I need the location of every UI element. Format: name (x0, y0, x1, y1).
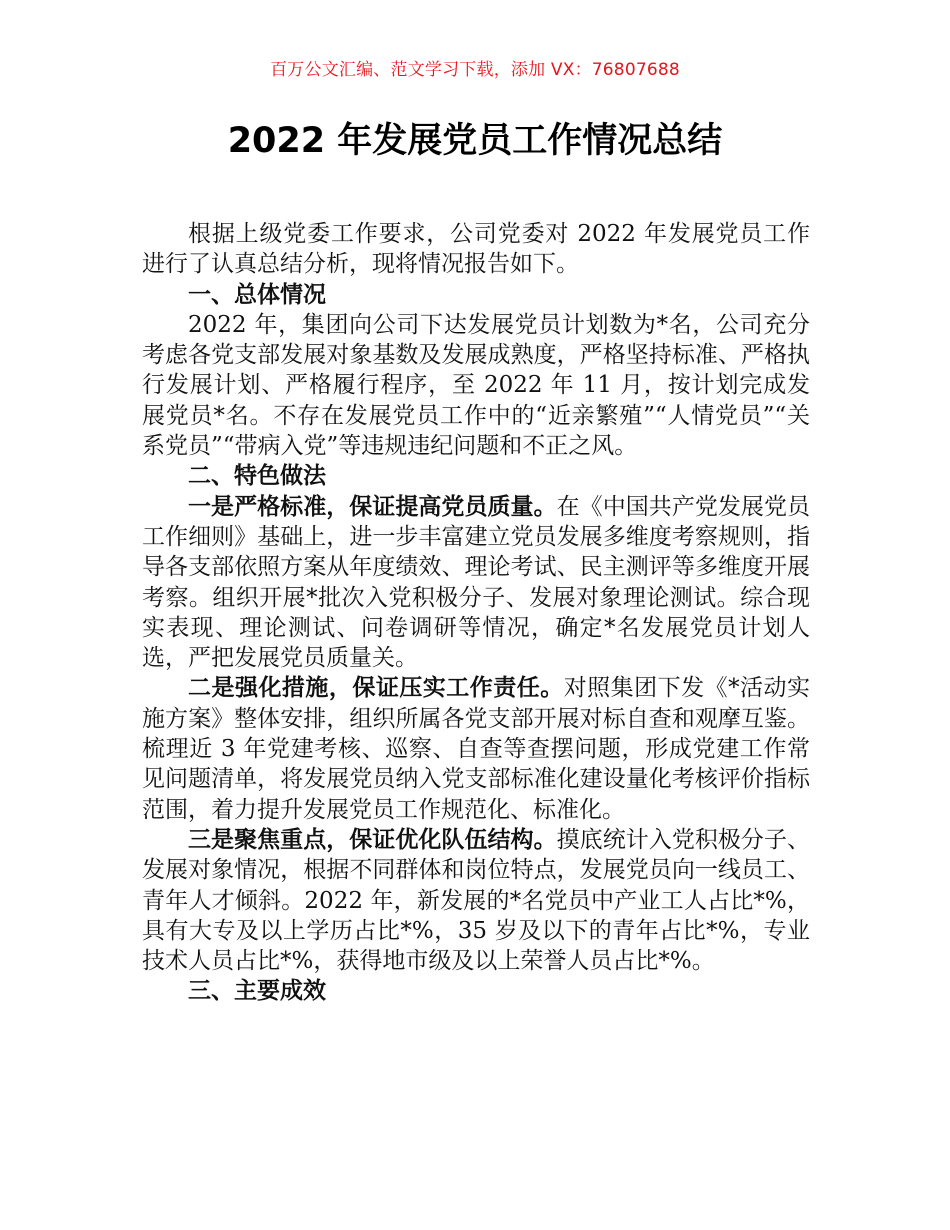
measure-lead-2: 二是强化措施，保证压实工作责任。 (188, 675, 564, 702)
section-heading-1: 一、总体情况 (188, 281, 326, 308)
measure-paragraph-1 (142, 492, 810, 674)
document-body (142, 219, 810, 1007)
measure-lead-3: 三是聚焦重点，保证优化队伍结构。 (188, 826, 557, 853)
measure-paragraph-2 (142, 673, 810, 824)
section-paragraph-1: 2022 年，集团向公司下达发展党员计划数为*名，公司充分考虑各党支部发展对象基数及发展成熟度，严格坚持标准、严格执行发展计划、严格履行程序，至 2022 年 11 月，按计划完成发展党员*名。不存在发展党员工作中的“近亲繁殖”“人情党员”“关系党员”“带病入党”等违规违纪问题和不正之风。 (142, 311, 810, 460)
intro-paragraph: 根据上级党委工作要求，公司党委对 2022 年发展党员工作进行了认真总结分析，现将情况报告如下。 (142, 221, 810, 278)
page-title: 2022 年发展党员工作情况总结 (227, 121, 723, 161)
measure-paragraph-3 (142, 825, 810, 976)
measure-text-2: 对照集团下发《*活动实施方案》整体安排，组织所属各党支部开展对标自查和观摩互鉴。梳理近 3 年党建考核、巡察、自查等查摆问题，形成党建工作常见问题清单，将发展党员纳入党支部标准化建设量化考核评价指标范围，着力提升发展党员工作规范化、标准化。 (142, 675, 811, 823)
measure-text-1: 在《中国共产党发展党员工作细则》基础上，进一步丰富建立党员发展多维度考察规则，指导各支部依照方案从年度绩效、理论考试、民主测评等多维度开展考察。组织开展*批次入党积极分子、发展对象理论测试。综合现实表现、理论测试、问卷调研等情况，确定*名发展党员计划人选，严把发展党员质量关。 (142, 493, 811, 672)
measure-lead-1: 一是严格标准，保证提高党员质量。 (188, 493, 557, 520)
header-note: 百万公文汇编、范文学习下载，添加 VX：76807688 (270, 60, 680, 80)
section-heading-3: 三、主要成效 (188, 978, 326, 1005)
section-heading-2: 二、特色做法 (188, 463, 326, 490)
measure-text-3: 摸底统计入党积极分子、发展对象情况，根据不同群体和岗位特点，发展党员向一线员工、青年人才倾斜。2022 年，新发展的*名党员中产业工人占比*%，具有大专及以上学历占比*%，35 岁及以下的青年占比*%，专业技术人员占比*%，获得地市级及以上荣誉人员占比*%。 (142, 826, 811, 975)
